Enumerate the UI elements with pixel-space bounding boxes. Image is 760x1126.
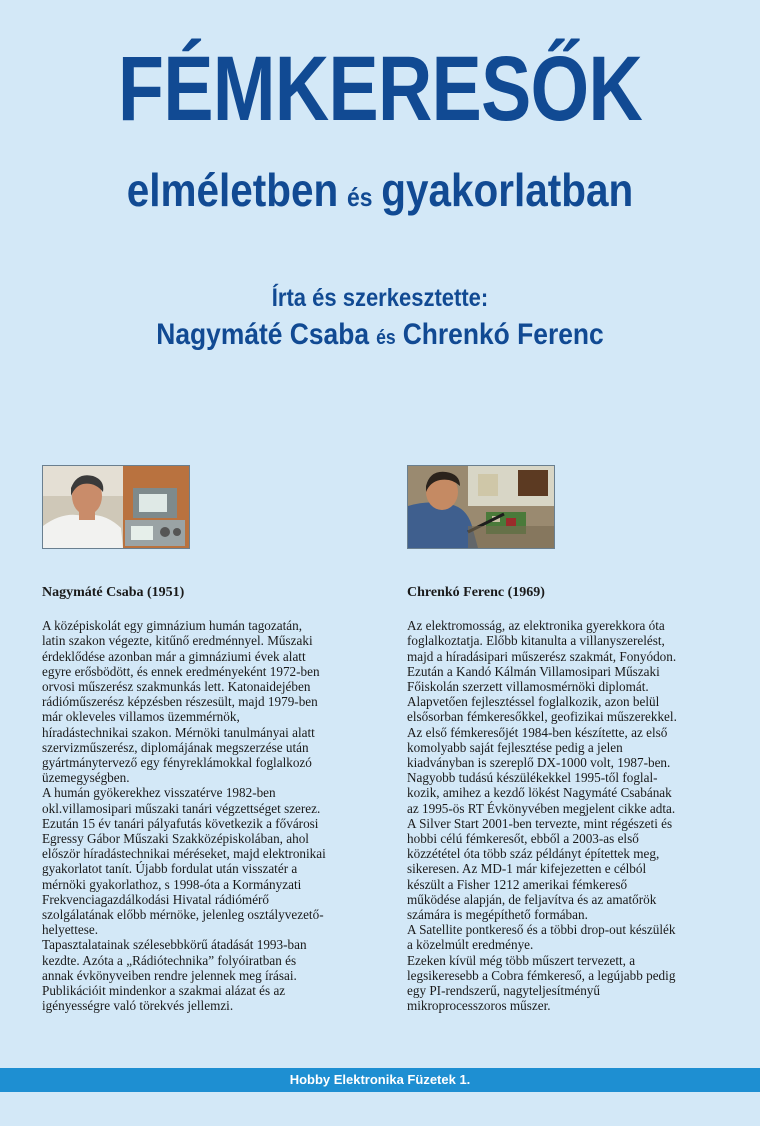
subtitle-part-practice: gyakorlatban [381,164,634,216]
author-line [46,318,715,352]
credit-label: Írta és szerkesztette: [271,284,489,312]
author-name-2: Chrenkó Ferenc [402,318,604,351]
bio-text: A középiskolát egy gimnázium humán tagozatán, latin szakon végezte, kitűnő eredménnyel. Műszaki érdeklődése azonban már a gimnáziumi évek alatt egyre erősbödött, és ennek eredményeként 1972-ben orvosi műszerész szakmunkás lett. Katonaidejében rádióműszerész képzésben részesült, majd 1979-ben már okleveles villamos üzemmérnök, híradástechnikai szakon. Mérnöki tanulmányai alatt szervizműszerész, diplomájának megszerzése után gyártmánytervező egy fényreklámokkal foglalkozó üzemegységben. A humán gyökerekhez visszatérve 1982-ben okl.villamosipari műszaki tanári végzettséget szerez. Ezután 15 év tanári pályafutás következik a fővárosi Egressy Gábor Műszaki Szakközépiskolában, ahol először híradástechnikai méréseket, majd elektronikai gyakorlatot tanít. Újabb fordulat után visszatér a mérnöki gyakorlathoz, s 1998-óta a Kormányzati Frekvenciagazdálkodási Hivatal rádiómérő szolgálatának előbb mérnöke, jelenleg osztályvezető- helyettese. Tapasztalatainak szélesebbkörű átadását 1993-ban kezdte. Azóta a „Rádiótechnika” folyóiratban és annak évkönyveiben rendre jelennek meg írásai. Publikációit mindenkor a szakmai alázat és az igényességre való törekvés jellemzi. [42,618,326,1014]
author-photo-nagymate [42,465,190,549]
author-photo-chrenko [407,465,555,549]
bio-text: Az elektromosság, az elektronika gyerekkora óta foglalkoztatja. Előbb kitanulta a villanyszerelést, majd a híradásipari műszerész szakmát, Fonyódon. Ezután a Kandó Kálmán Villamosipari Műszaki Főiskolán szerzett villamosmérnöki diplomát. Alapvetően fejlesztéssel foglalkozik, azon belül elsősorban fémkeresőkkel, geofizikai műszerekkel. Az első fémkeresőjét 1984-ben készítette, az első komolyabb saját fejlesztése pedig a jelen kiadványban is szereplő DX-1000 volt, 1987-ben. Nagyobb tudású készülékekkel 1995-től foglal- kozik, amihez a kezdő lökést Nagymáté Csabának az 1995-ös RT Évkönyvében megjelent cikke adta. A Silver Start 2001-ben tervezte, mint régészeti és hobbi célú fémkeresőt, ebből a 2003-as első közzététel óta több száz példányt építettek meg, sikeresen. Az MD-1 már kifejezetten e célból készült a Fisher 1212 amerikai fémkereső működése alapján, de feljavítva és az amatőrök számára is megépíthető formában. A Satellite pontkereső és a többi drop-out készülék a közelmúlt eredménye. Ezeken kívül még több műszert tervezett, a legsikeresebb a Cobra fémkereső, a legújabb pedig egy PI-rendszerű, nagyteljesítményű mikroprocesszoros műszer. [407,618,677,1014]
subtitle-part-theory: elméletben [126,164,339,216]
bio-column-chrenko [407,585,727,1013]
bio-name: Nagymáté Csaba (1951) [42,585,185,600]
bio-column-nagymate [42,585,362,1013]
subtitle-conjunction: és [347,182,373,212]
book-subtitle [46,162,715,218]
bio-name: Chrenkó Ferenc (1969) [407,585,545,600]
book-title: FÉMKERESŐK [117,38,643,140]
series-footer-bar: Hobby Elektronika Füzetek 1. [0,1068,760,1092]
author-name-1: Nagymáté Csaba [156,318,370,351]
author-conjunction: és [376,327,396,349]
